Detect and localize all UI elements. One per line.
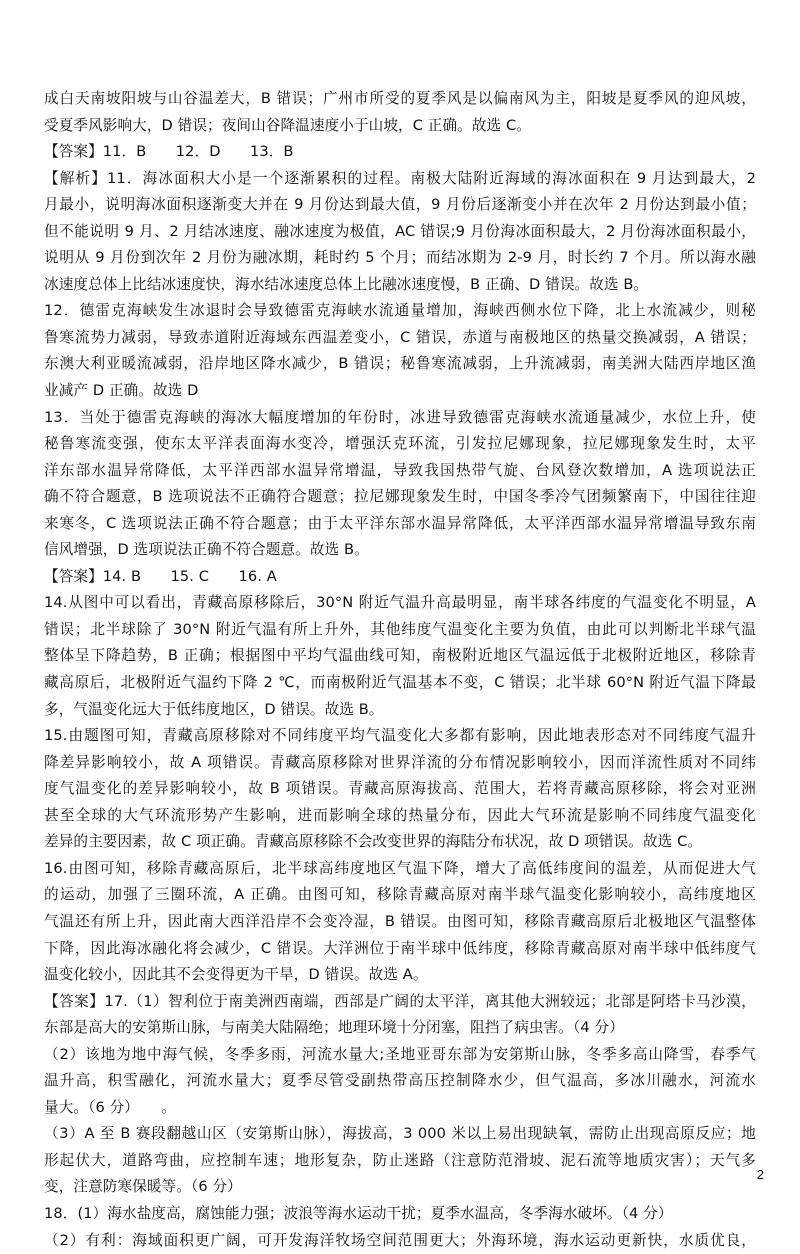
text-line: 冰速度总体上比结冰速度快，海水结冰速度总体上比融冰速度慢，B 正确、D 错误。故选 B。 bbox=[44, 275, 649, 293]
text-line: 藏高原后，北极附近气温约下降 2 ℃，而南极附近气温基本不变，C 错误；北半球 60°N 附近气温下降最 bbox=[44, 674, 756, 692]
text-line: 洋东部水温异常降低，太平洋西部水温异常增温，导致我国热带气旋、台风登次数增加，A 选项说法正 bbox=[44, 461, 756, 479]
answer-line: 【答案】14. B 15. C 16. A bbox=[44, 567, 277, 585]
text-line: 气温还有所上升，因此南大西洋沿岸不会变冷湿，B 错误。由图可知，移除青藏高原后北极地区气温整体 bbox=[44, 912, 756, 930]
text-line: 温变化较小，因此其不会变得更为干旱，D 错误。故选 A。 bbox=[44, 966, 428, 984]
text-line: 差异的主要因素，故 C 项正确。青藏高原移除不会改变世界的海陆分布状况，故 D 项错误。故选 C。 bbox=[44, 833, 703, 851]
text-line: 变，注意防寒保暖等。（6 分） bbox=[44, 1178, 242, 1196]
text-line: 东部是高大的安第斯山脉，与南美大陆隔绝；地理环境十分闭塞，阻挡了病虫害。（4 分） bbox=[44, 1019, 624, 1037]
text-line: 来寒冬，C 选项说法正确不符合题意；由于太平洋东部水温异常降低，太平洋西部水温异常增温导致东南 bbox=[44, 514, 756, 532]
text-line: 错误；北半球除了 30°N 附近气温有所上升外，其他纬度气温变化主要为负值，由此可以判断北半球气温 bbox=[44, 620, 756, 638]
text-line: 受夏季风影响大，D 错误；夜间山谷降温速度小于山坡，C 正确。故选 C。 bbox=[44, 116, 531, 134]
document-body bbox=[44, 86, 756, 1254]
page-number: 2 bbox=[756, 1167, 764, 1182]
text-line: （2）该地为地中海气候，冬季多雨，河流水量大;圣地亚哥东部为安第斯山脉，冬季多高山降雪，春季气 bbox=[44, 1045, 756, 1063]
text-line: 甚至全球的大气环流形势产生影响，进而影响全球的热量分布，因此大气环流是影响不同纬度气温变化 bbox=[44, 806, 756, 824]
text-line: 说明从 9 月份到次年 2 月份为融冰期，耗时约 5 个月；而结冰期为 2-9 月，时长约 7 个月。所以海水融 bbox=[44, 249, 756, 267]
text-line: 整体呈下降趋势，B 正确；根据图中平均气温曲线可知，南极附近地区气温远低于北极附近地区，移除青 bbox=[44, 647, 756, 665]
text-line: 降差异影响较小，故 A 项错误。青藏高原移除对世界洋流的分布情况影响较小，因而洋流性质对不同纬 bbox=[44, 753, 756, 771]
text-line: 东澳大利亚暖流减弱，沿岸地区降水减少，B 错误；秘鲁寒流减弱，上升流减弱，南美洲大陆西岸地区渔 bbox=[44, 355, 756, 373]
text-line: 确不符合题意，B 选项说法不正确符合题意；拉尼娜现象发生时，中国冬季冷气团频繁南下，中国往往迎 bbox=[44, 488, 756, 506]
text-line: 信风增强，D 选项说法正确不符合题意。故选 B。 bbox=[44, 541, 369, 559]
text-line: 温升高，积雪融化，河流水量大；夏季尽管受副热带高压控制降水少，但气温高，多冰川融水，河流水 bbox=[44, 1072, 756, 1090]
text-line: 18．(1）海水盐度高，腐蚀能力强；波浪等海水运动干扰；夏季水温高，冬季海水破坏。（4 分） bbox=[44, 1204, 673, 1222]
text-line: 14.从图中可以看出，青藏高原移除后，30°N 附近气温升高最明显，南半球各纬度的气温变化不明显，A bbox=[44, 594, 756, 612]
answer-line: 【答案】11．B 12．D 13．B bbox=[44, 143, 294, 161]
text-line: 业减产 D 正确。故选 D bbox=[44, 382, 199, 400]
text-line: 月最小，说明海冰面积逐渐变大并在 9 月份达到最大值，9 月份后逐渐变小并在次年 2 月份达到最小值； bbox=[44, 196, 756, 214]
text-line: 12．德雷克海峡发生冰退时会导致德雷克海峡水流通量增加，海峡西侧水位下降，北上水流减少，则秘 bbox=[44, 302, 756, 320]
text-line: 形起伏大，道路弯曲，应控制车速；地形复杂，防止迷路（注意防范滑坡、泥石流等地质灾害）；天气多 bbox=[44, 1151, 756, 1169]
text-line: （2）有利：海域面积更广阔，可开发海洋牧场空间范围更大；外海环境，海水运动更新快，水质优良， bbox=[44, 1231, 756, 1249]
text-line: 鲁寒流势力减弱，导致赤道附近海域东西温差变小，C 错误，赤道与南极地区的热量交换减弱，A 错误； bbox=[44, 328, 756, 346]
text-line: 度气温变化的差异影响较小，故 B 项错误。青藏高原海拔高、范围大，若将青藏高原移除，将会对亚洲 bbox=[44, 780, 756, 798]
text-line: 16.由图可知，移除青藏高原后，北半球高纬度地区气温下降，增大了高低纬度间的温差，从而促进大气 bbox=[44, 859, 756, 877]
text-line: 秘鲁寒流变强，使东太平洋表面海水变冷，增强沃克环流，引发拉尼娜现象，拉尼娜现象发生时，太平 bbox=[44, 435, 756, 453]
text-line: 15.由题图可知，青藏高原移除对不同纬度平均气温变化大多都有影响，因此地表形态对不同纬度气温升 bbox=[44, 727, 756, 745]
answer-line: 【答案】17.（1）智利位于南美洲西南端，西部是广阔的太平洋，离其他大洲较远；北部是阿塔卡马沙漠， bbox=[44, 992, 756, 1010]
text-line: 13．当处于德雷克海峡的海冰大幅度增加的年份时，冰进导致德雷克海峡水流通量减少，水位上升，使 bbox=[44, 408, 756, 426]
text-line: 多，气温变化远大于低纬度地区，D 错误。故选 B。 bbox=[44, 700, 384, 718]
text-line: 的运动，加强了三圈环流，A 正确。由图可知，移除青藏高原对南半球气温变化影响较小，高纬度地区 bbox=[44, 886, 756, 904]
text-line: 【解析】11．海冰面积大小是一个逐渐累积的过程。南极大陆附近海域的海冰面积在 9 月达到最大，2 bbox=[44, 169, 756, 187]
text-line: 下降，因此海冰融化将会减少，C 错误。大洋洲位于南半球中低纬度，移除青藏高原对南半球中低纬度气 bbox=[44, 939, 756, 957]
text-line: （3）A 至 B 赛段翻越山区（安第斯山脉），海拔高，3 000 米以上易出现缺氧，需防止出现高原反应；地 bbox=[44, 1125, 756, 1143]
text-line: 量大。（6 分） 。 bbox=[44, 1098, 176, 1116]
text-line: 成白天南坡阳坡与山谷温差大，B 错误；广州市所受的夏季风是以偏南风为主，阳坡是夏季风的迎风坡， bbox=[44, 90, 756, 107]
text-line: 但不能说明 9 月、2 月结冰速度、融冰速度为极值，AC 错误;9 月份海冰面积最大，2 月份海冰面积最小， bbox=[44, 222, 756, 240]
